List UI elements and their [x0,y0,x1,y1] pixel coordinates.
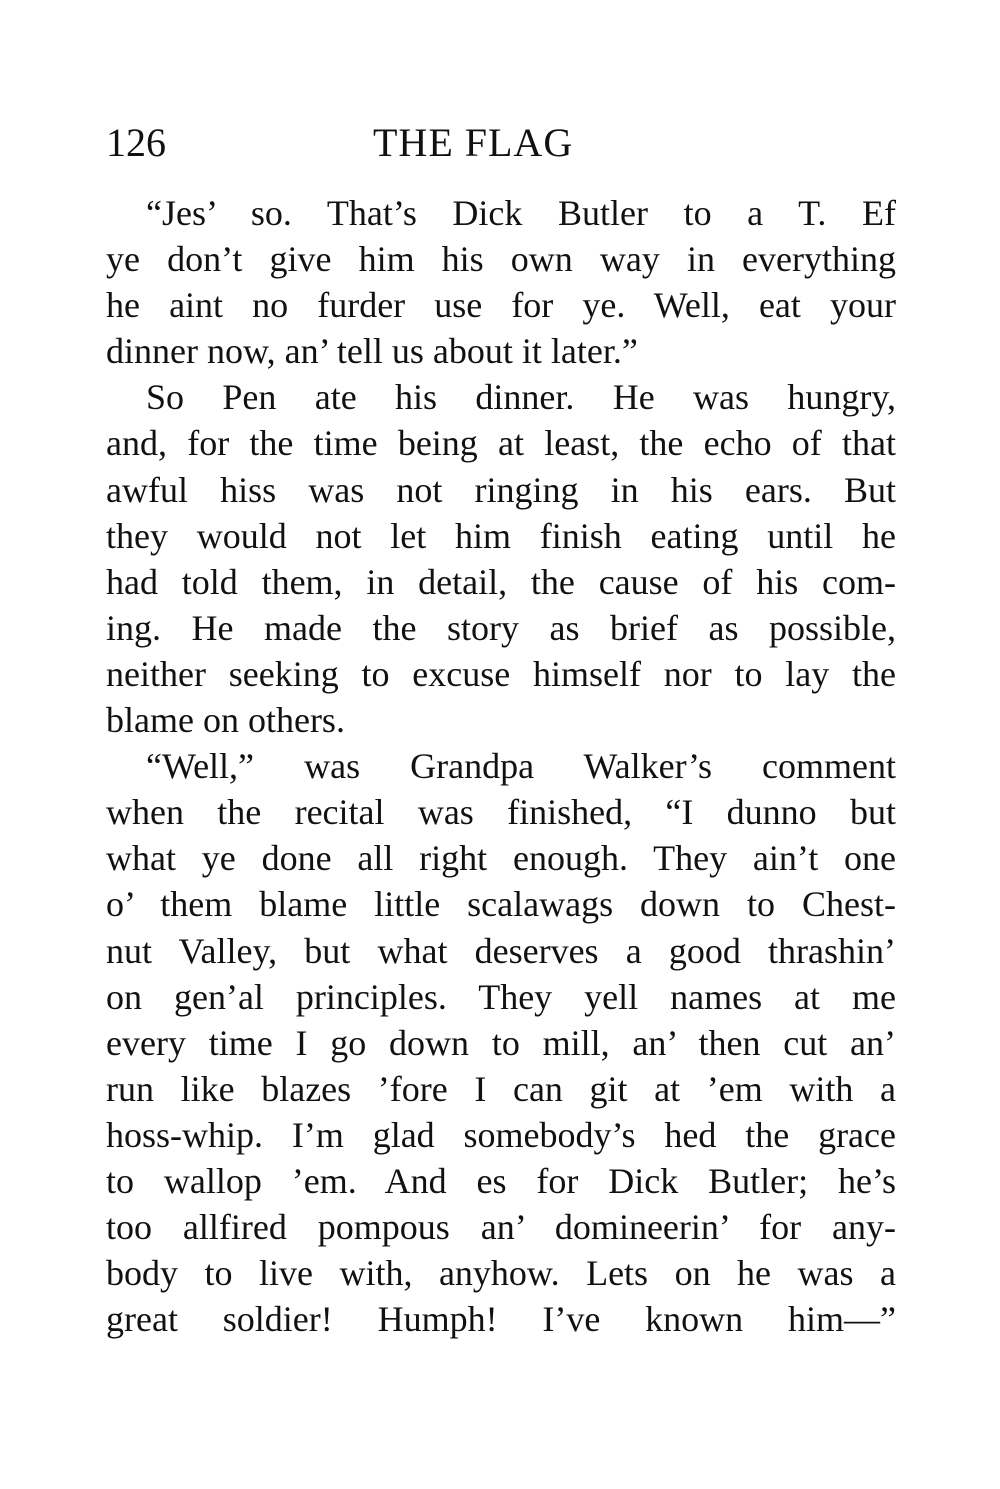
text-line: body to live with, anyhow. Lets on he was a [106,1253,896,1294]
text-line: o’ them blame little scalawags down to Chest- [106,884,896,925]
text-line: ing. He made the story as brief as possible, [106,607,896,648]
text-line: too allfired pompous an’ domineerin’ for any- [106,1207,896,1248]
text-line: and, for the time being at least, the echo of that [106,423,896,464]
text-line: run like blazes ’fore I can git at ’em with a [106,1068,896,1109]
text-line: hoss-whip. I’m glad somebody’s hed the grace [106,1114,896,1155]
text-line: when the recital was finished, “I dunno but [106,792,896,833]
running-head [106,118,896,168]
text-line: “Well,” was Grandpa Walker’s comment [146,746,896,787]
text-line: nut Valley, but what deserves a good thrashin’ [106,930,896,971]
text-line: he aint no furder use for ye. Well, eat your [106,285,896,326]
text-line: great soldier! Humph! I’ve known him—” [106,1299,896,1340]
text-line: they would not let him finish eating until he [106,515,896,556]
text-line: on gen’al principles. They yell names at me [106,976,896,1017]
text-line: to wallop ’em. And es for Dick Butler; he’s [106,1160,896,1201]
body-text [106,190,896,1342]
text-line: So Pen ate his dinner. He was hungry, [146,377,896,418]
text-line: neither seeking to excuse himself nor to lay the [106,653,896,694]
text-line: ye don’t give him his own way in everything [106,239,896,280]
text-line: blame on others. [106,700,345,741]
page-number: 126 [106,120,166,165]
text-line: had told them, in detail, the cause of his com- [106,561,896,602]
text-line: what ye done all right enough. They ain’t one [106,838,896,879]
text-line: “Jes’ so. That’s Dick Butler to a T. Ef [146,193,896,233]
running-title: THE FLAG [373,120,574,165]
text-line: every time I go down to mill, an’ then cut an’ [106,1022,896,1063]
text-line: awful hiss was not ringing in his ears. But [106,469,896,510]
text-line: dinner now, an’ tell us about it later.” [106,331,638,372]
